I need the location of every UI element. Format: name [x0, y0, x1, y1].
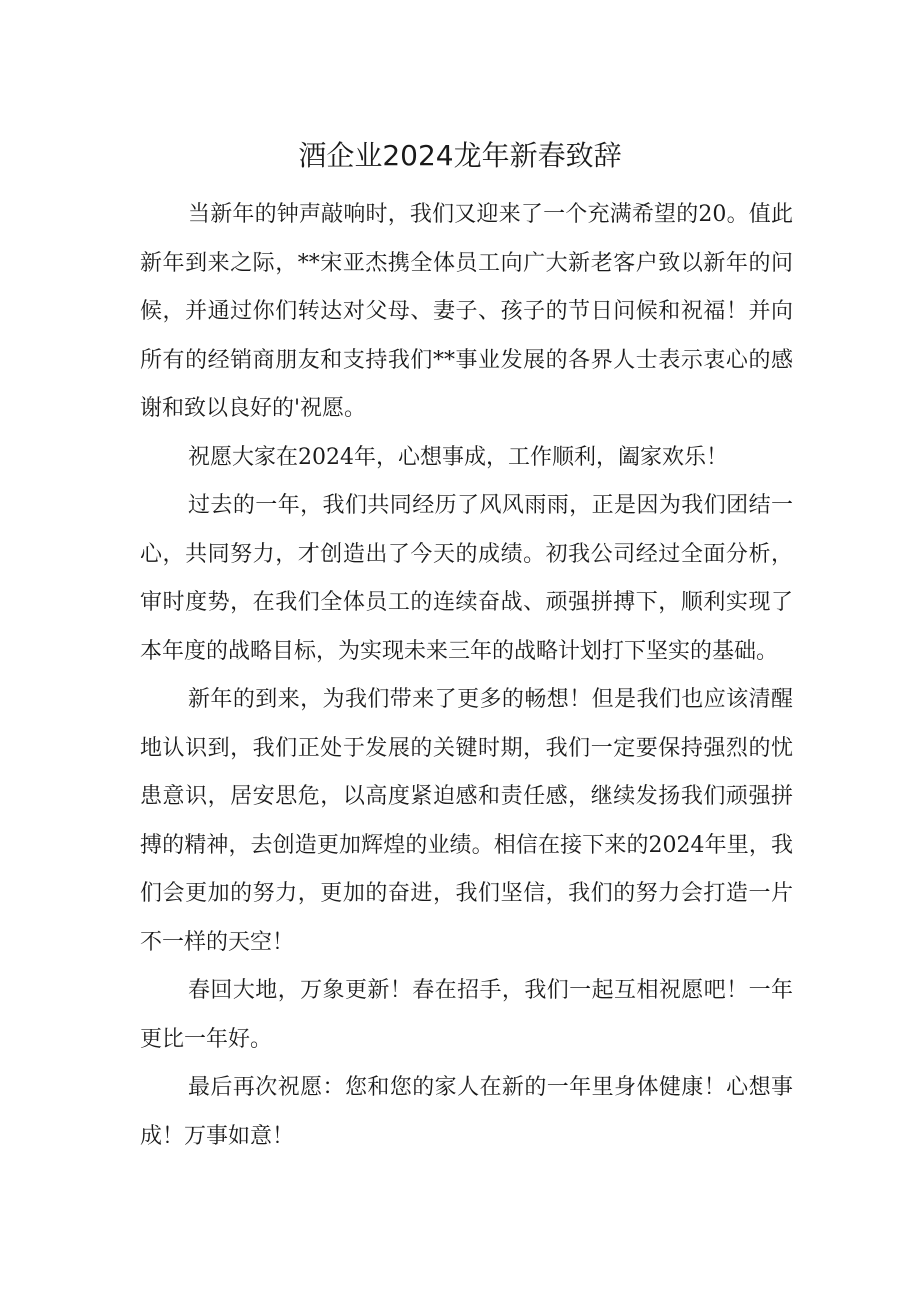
paragraph-1: 当新年的钟声敲响时，我们又迎来了一个充满希望的20。值此新年到来之际，**宋亚杰携全体员工向广大新老客户致以新年的问候，并通过你们转达对父母、妻子、孩子的节日问候和祝福！并向所有的经销商朋友和支持我们**事业发展的各界人士表示衷心的感谢和致以良好的'祝愿。 — [140, 202, 793, 421]
paragraph-4: 新年的到来，为我们带来了更多的畅想！但是我们也应该清醒地认识到，我们正处于发展的关键时期，我们一定要保持强烈的忧患意识，居安思危，以高度紧迫感和责任感，继续发扬我们顽强拼搏的精神，去创造更加辉煌的业绩。相信在接下来的2024年里，我们会更加的努力，更加的奋进，我们坚信，我们的努力会打造一片不一样的天空！ — [140, 687, 793, 955]
paragraph-5: 春回大地，万象更新！春在招手，我们一起互相祝愿吧！一年更比一年好。 — [140, 978, 793, 1052]
document-title: 酒企业2024龙年新春致辞 — [298, 139, 622, 172]
paragraph-3: 过去的一年，我们共同经历了风风雨雨，正是因为我们团结一心，共同努力，才创造出了今天的成绩。初我公司经过全面分析，审时度势，在我们全体员工的连续奋战、顽强拼搏下，顺利实现了本年度的战略目标，为实现未来三年的战略计划打下坚实的基础。 — [140, 493, 793, 664]
paragraph-6: 最后再次祝愿：您和您的家人在新的一年里身体健康！心想事成！万事如意！ — [140, 1075, 793, 1149]
document-body — [140, 191, 793, 1161]
paragraph-2: 祝愿大家在2024年，心想事成，工作顺利，阖家欢乐！ — [188, 444, 728, 470]
